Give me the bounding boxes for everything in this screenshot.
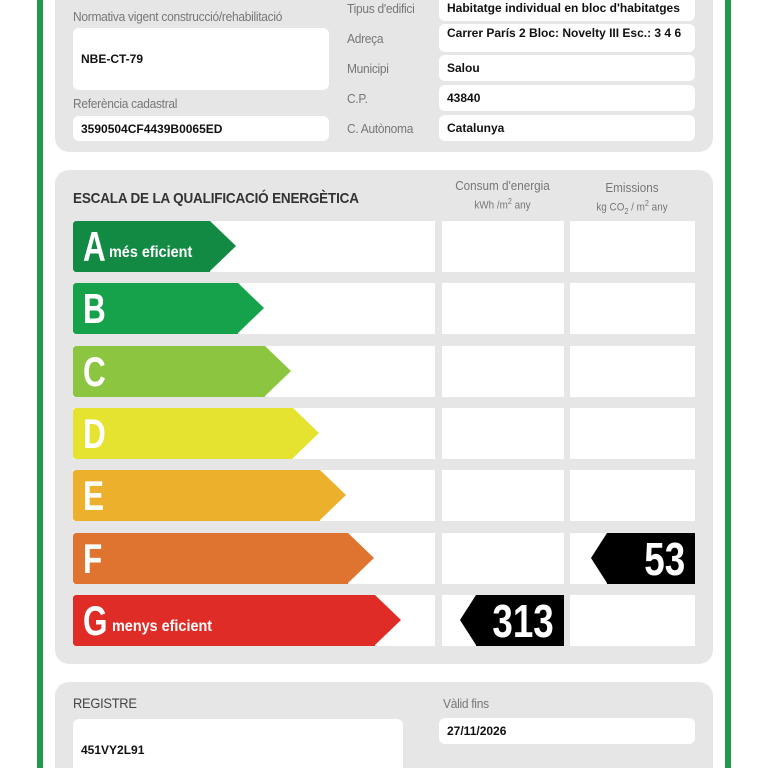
rating-letter-c: C [83, 347, 106, 395]
adreca-label: Adreça [347, 31, 384, 46]
registre-label: REGISTRE [73, 695, 137, 711]
rating-letter-g: G [83, 596, 108, 644]
rating-arrow-tip-c [265, 346, 291, 396]
rating-letter-f: F [83, 534, 103, 582]
rating-row-e-emissions-cell [570, 470, 695, 521]
rating-letter-a: A [83, 222, 106, 270]
rating-arrow-f [73, 533, 348, 584]
tipus-value: Habitatge individual en bloc d'habitatges [439, 0, 695, 21]
comunitat-label: C. Autònoma [347, 121, 414, 136]
rating-arrow-tip-b [238, 283, 264, 333]
rating-arrow-tip-d [293, 408, 319, 458]
rating-sublabel-g: menys eficient [111, 617, 212, 635]
rating-arrow-g [73, 595, 375, 646]
referencia-label: Referència cadastral [73, 96, 178, 111]
consum-unit: kWh $/m^2$ any [474, 197, 531, 212]
referencia-value: 3590504CF4439B0065ED [73, 116, 329, 141]
rating-row-e-consum-cell [442, 470, 564, 521]
rating-sublabel-a: més eficient [109, 243, 193, 261]
rating-row-d-emissions-cell [570, 408, 695, 459]
emissions-value-badge [607, 533, 695, 584]
municipi-value: Salou [439, 55, 695, 81]
rating-arrow-tip-f [348, 533, 374, 583]
consum-value-text: 313 [492, 594, 554, 647]
rating-row-c-consum-cell [442, 346, 564, 397]
cp-value: 43840 [439, 85, 695, 111]
rating-arrow-tip-g [375, 595, 401, 645]
scale-title: ESCALA DE LA QUALIFICACIÓ ENERGÈTICA [73, 190, 359, 207]
rating-row-g-emissions-cell [570, 595, 695, 646]
rating-arrow-tip-e [320, 470, 346, 520]
municipi-label: Municipi [347, 61, 389, 76]
rating-arrow-e [73, 470, 320, 521]
consum-value-badge [476, 595, 564, 646]
rating-row-a-emissions-cell [570, 221, 695, 272]
consum-header-text: Consum d'energia [455, 178, 550, 193]
rating-letter-b: B [83, 284, 106, 332]
rating-arrow-c [73, 346, 265, 397]
adreca-text: Carrer París 2 Bloc: Novelty III Esc.: 3 4 6 [447, 26, 682, 40]
valid-value: 27/11/2026 [439, 718, 695, 744]
rating-row-f-consum-cell [442, 533, 564, 584]
emissions-unit: kg $CO_2 / m^2$ any [596, 199, 668, 216]
normativa-label: Normativa vigent construcció/rehabilitació [73, 9, 283, 24]
rating-letter-e: E [83, 471, 105, 519]
frame-border-right [725, 0, 731, 768]
frame-border-left [37, 0, 43, 768]
consum-column-header [441, 178, 564, 212]
rating-row-b-consum-cell [442, 283, 564, 334]
emissions-value-text: 53 [644, 532, 685, 585]
emissions-header-text: Emissions [605, 180, 659, 195]
rating-row-a-consum-cell [442, 221, 564, 272]
tipus-label: Tipus d'edifici [347, 1, 415, 16]
valid-label: Vàlid fins [443, 696, 489, 711]
emissions-column-header [569, 180, 695, 216]
rating-letter-d: D [83, 409, 106, 457]
rating-arrow-tip-a [210, 221, 236, 271]
rating-arrow-b [73, 283, 238, 334]
rating-row-b-emissions-cell [570, 283, 695, 334]
rating-arrow-a [73, 221, 210, 272]
registre-value: 451VY2L91 [73, 719, 403, 768]
normativa-value: NBE-CT-79 [73, 28, 329, 90]
cp-label: C.P. [347, 91, 368, 106]
rating-row-d-consum-cell [442, 408, 564, 459]
rating-row-c-emissions-cell [570, 346, 695, 397]
adreca-value [439, 24, 695, 52]
rating-arrow-d [73, 408, 293, 459]
comunitat-value: Catalunya [439, 115, 695, 141]
